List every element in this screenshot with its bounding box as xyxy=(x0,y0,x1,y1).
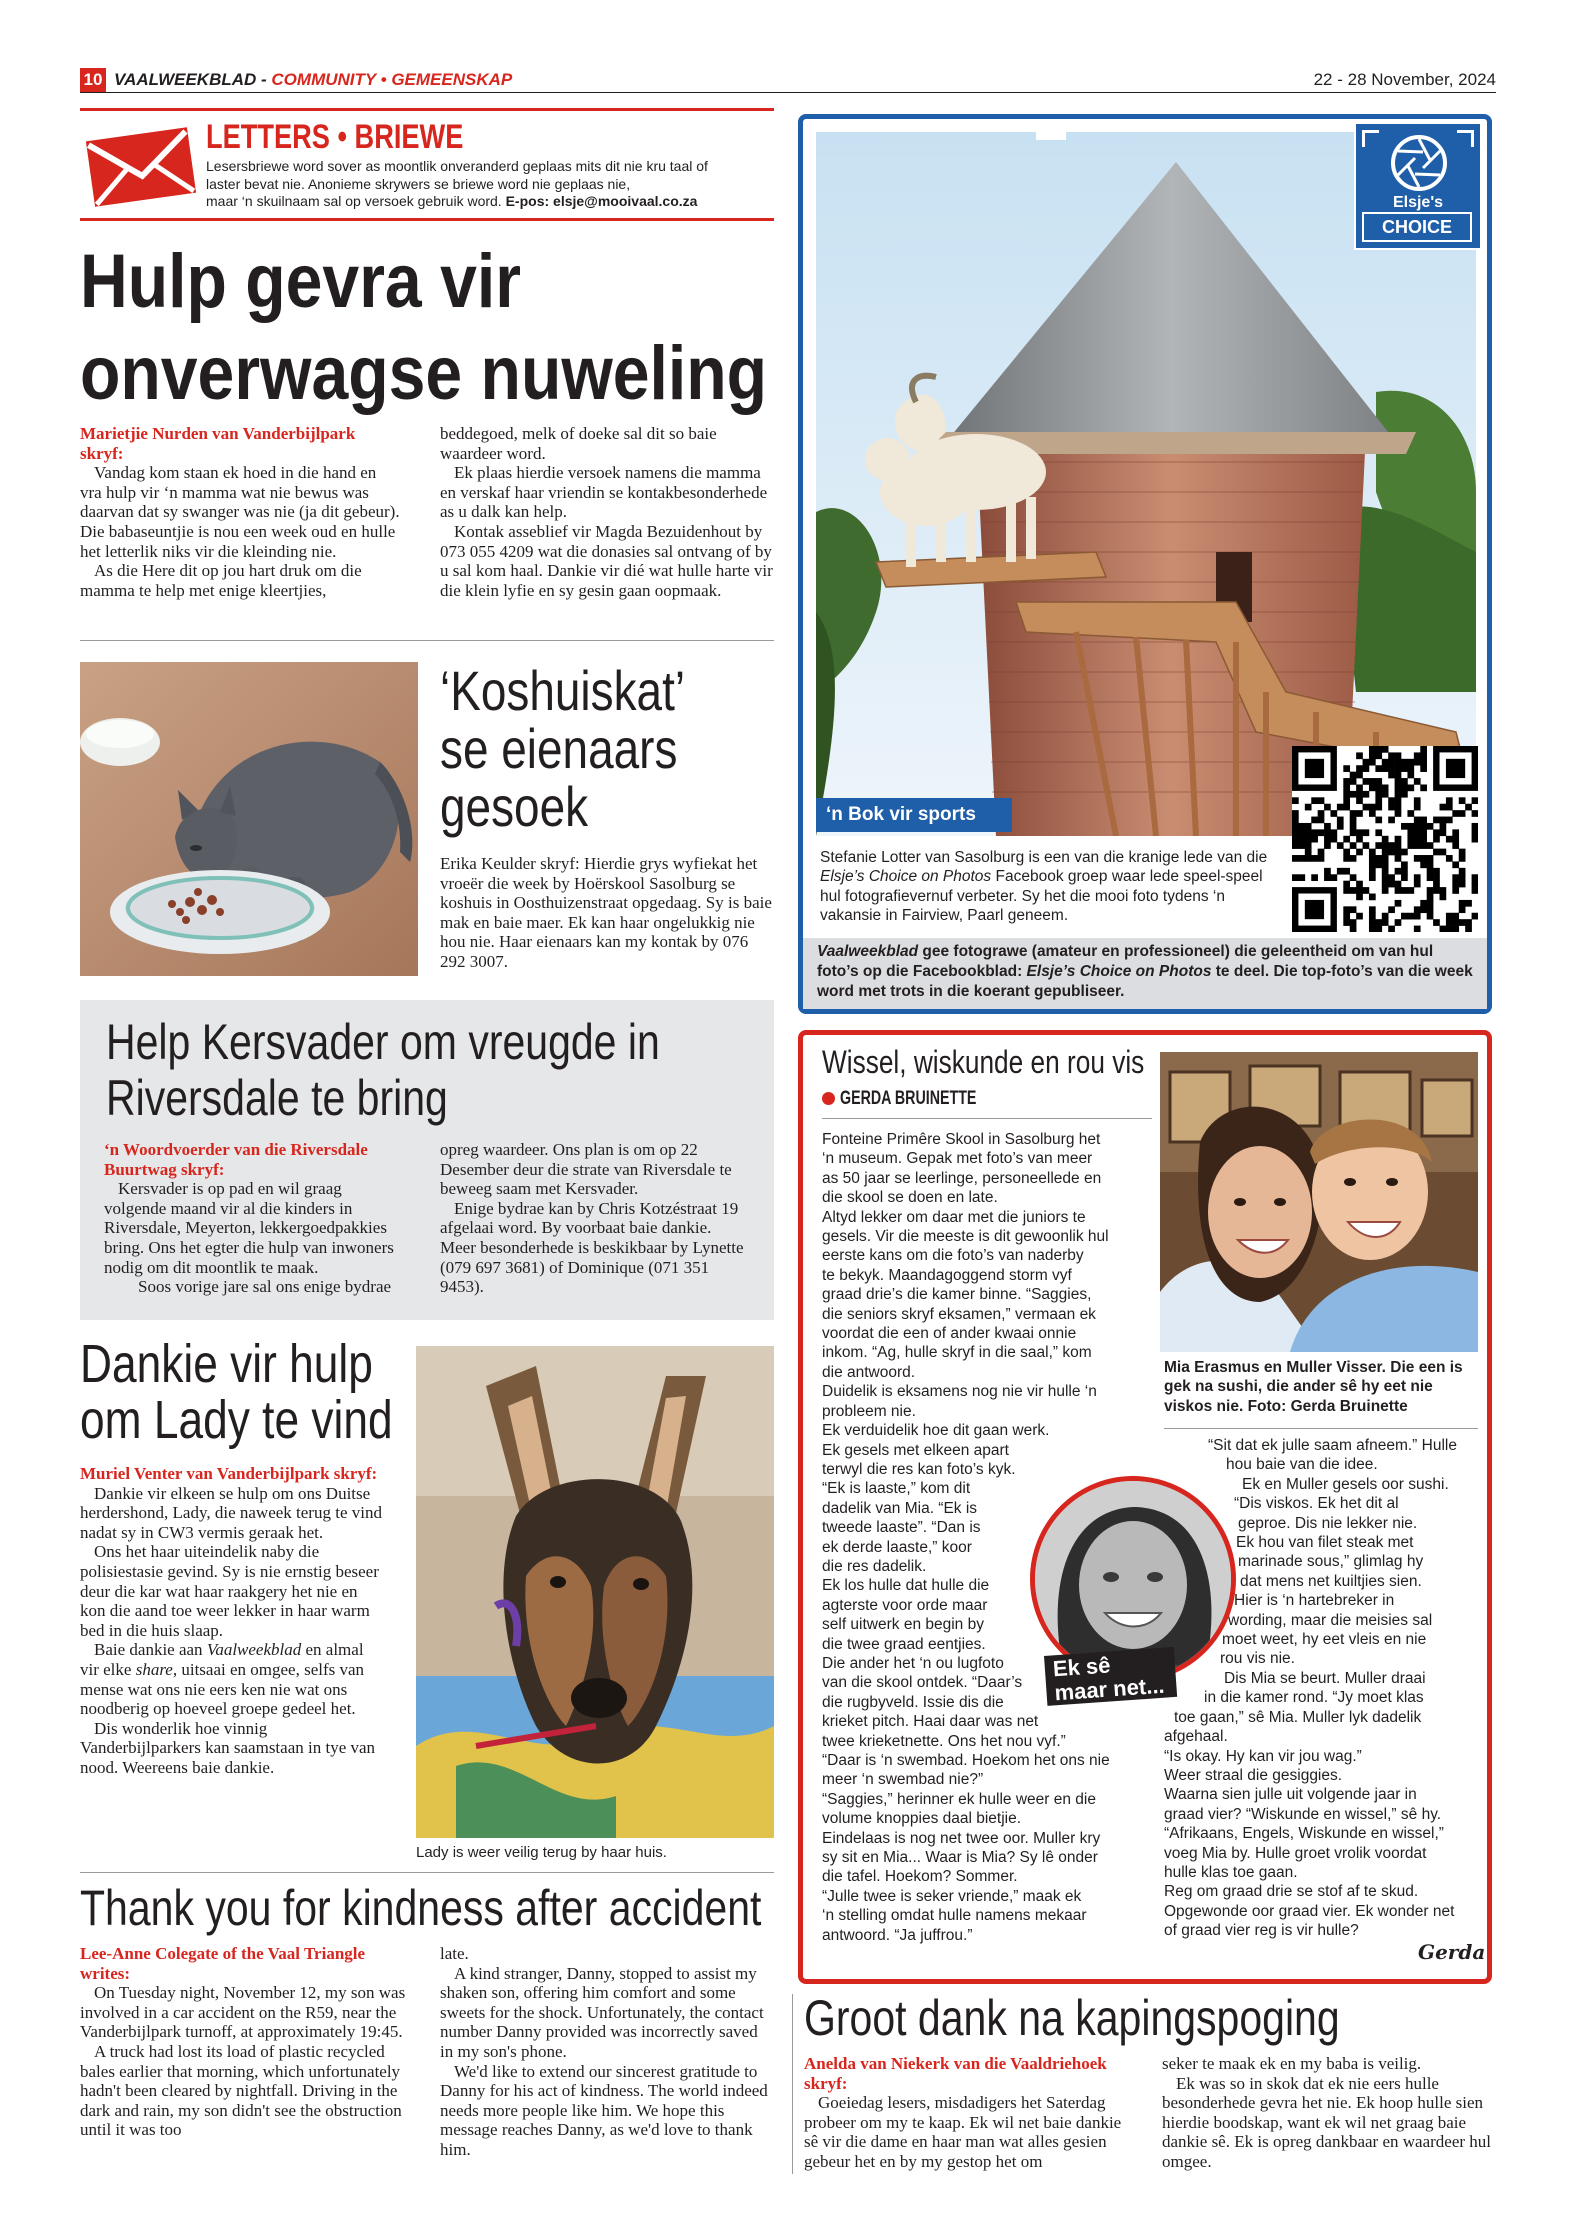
cat-photo xyxy=(80,662,418,976)
column-line: Ek gesels met elkeen apart xyxy=(822,1441,1009,1459)
column-line: die antwoord. xyxy=(822,1363,916,1381)
column-line: “Daar is ‘n swembad. Hoekom het ons nie xyxy=(822,1752,1110,1769)
qr-code[interactable] xyxy=(1292,746,1478,932)
column-author: GERDA BRUINETTE xyxy=(840,1088,977,1109)
column-line: Ek en Muller gesels oor sushi. xyxy=(1242,1475,1449,1493)
article3-col2: opreg waardeer. Ons plan is om op 22 Desember deur die strate van Riversdale te beweeg saam met Kersvader. Enige bydrae kan by Chris Kotzéstraat 19 afgelaai word. By voorbaat baie dankie. Meer besonderhede is beskikbaar by Lynette (079 697 3681) of Dominique (071 351 9453). xyxy=(440,1140,744,1297)
publication-name: VAALWEEKBLAD xyxy=(114,70,257,89)
column-line: volume knoppies daal bietjie. xyxy=(822,1810,1022,1828)
column-line: wording, maar die meisies sal xyxy=(1228,1611,1433,1629)
article6-col1: Anelda van Niekerk van die Vaaldriehoek skryf: Goeiedag lesers, misdadigers het Saterdag probeer om my te kaap. Ek wil net baie dankie sê vir die dame en haar man wat alles gesien gebeur het en by my gestop het om xyxy=(804,2054,1134,2172)
column-line: probleem nie. xyxy=(822,1402,916,1420)
letters-policy: Lesersbriewe word sover as moontlik onveranderd geplaas mits dit nie kru taal of laster bevat nie. Anonieme skrywers se briewe word nie geplaas nie, maar ‘n skuilnaam sal op versoek gebruik word. E-pos: elsje@mooivaal.co.za xyxy=(206,158,708,209)
column-line: Ek verduidelik hoe dit gaan werk. xyxy=(822,1422,1050,1440)
author-rule xyxy=(822,1118,1152,1119)
article3-headline: Help Kersvader om vreugde in Riversdale te bring xyxy=(106,1014,660,1126)
dog-caption: Lady is weer veilig terug by haar huis. xyxy=(416,1844,667,1861)
envelope-icon xyxy=(82,124,200,210)
article1-col1: Marietjie Nurden van Vanderbijlpark skryf: Vandag kom staan ek hoed in die hand en vra hulp vir ‘n mamma wat nie bewus was daarvan dat sy swanger was nie (ja dit gebeur). Die babaseuntjie is nou een week oud en hulle het letterlik niks vir die kleinding nie. As die Here dit op jou hart druk om die mamma te help met enige kleertjies, xyxy=(80,424,402,600)
column-line: die twee graad eentjies. xyxy=(822,1635,986,1653)
column-line: die tafel. Hoekom? Sommer. xyxy=(822,1868,1018,1886)
article4-body: Muriel Venter van Vanderbijlpark skryf: Dankie vir elkeen se hulp om ons Duitse herdershond, Lady, die naweek terug te vind nadat sy in CW3 vermis geraak het. Ons het haar uiteindelik naby die polisiestasie gevind. Sy is nie ernstig beseer deur die kar wat haar raakgery het nie en kon die aand toe weer lekker in haar warm bed in die huis slaap. Baie dankie aan Vaalweekblad en almal vir elke share, uitsaai en omgee, selfs van mense wat ons nie eers ken nie wat ons noodberig op hoeveel groepe gedeel het. Dis wonderlik hoe vinnig Vanderbijlparkers kan saamstaan in tye van nood. Weereens baie dankie. xyxy=(80,1464,386,1778)
photo-label: ‘n Bok vir sports xyxy=(816,798,1012,832)
column-headline: Wissel, wiskunde en rou vis xyxy=(822,1044,1145,1080)
article5-col2: late. A kind stranger, Danny, stopped to assist my shaken son, offering him comfort and some sweets for the shock. Unfortunately, the contact number Danny provided was incorrectly saved in my son's phone. We'd like to extend our sincerest gratitude to Danny for his act of kindness. The world indeed needs more people like him. We hope this message reaches Danny, as we'd love to thank him. xyxy=(440,1944,768,2159)
author-dot xyxy=(822,1092,835,1105)
article5-headline: Thank you for kindness after accident xyxy=(80,1880,762,1936)
elsje-choice-badge xyxy=(1354,122,1482,250)
article1-col2: beddegoed, melk of doeke sal dit so baie waardeer word. Ek plaas hierdie versoek namens die mamma en verskaf haar vriendin se kontakbesonderhede as u dalk kan help. Kontak asseblief vir Magda Bezuidenhout by 073 055 4209 wat die donasies sal ontvang of by u sal kom haal. Dankie vir dié wat hulle harte vir die klein lyfie en sy gesin gaan oopmaak. xyxy=(440,424,773,600)
column-line: inkom. “Ag, hulle skryf in die saal,” kom xyxy=(822,1344,1092,1362)
article6-col2: seker te maak ek en my baba is veilig. Ek was so in skok dat ek nie eers hulle besonderhede gevra het nie. Ek hoop hulle sien hierdie boodskap, want ek wil net graag baie dankie sê. Ek is opreg dankbaar en waardeer hul omgee. xyxy=(1162,2054,1492,2171)
column-line: marinade sous,” glimlag hy xyxy=(1238,1553,1424,1571)
column-line: of graad vier reg is vir hulle? xyxy=(1164,1922,1359,1940)
column-line: twee krieketnette. Ons het nou vyf.” xyxy=(822,1732,1066,1750)
column-line: die skool se doen en late. xyxy=(822,1189,998,1207)
article2-headline: ‘Koshuiskat’ se eienaars gesoek xyxy=(440,659,686,838)
column-line: self uitwerk en begin by xyxy=(822,1616,984,1634)
article1-headline: Hulp gevra vir onverwagse nuweling xyxy=(80,239,768,416)
elsje-caption: Stefanie Lotter van Sasolburg is een van die kranige lede van die Elsje’s Choice on Photos Facebook groep waar lede speel-speel hul fotografievernuf verbeter. Sy het die mooi foto tydens ‘n vakansie in Fairview, Paarl geneem. xyxy=(820,849,1268,925)
column-line: “Dis viskos. Ek het dit al xyxy=(1234,1495,1399,1513)
column-line: “Afrikaans, Engels, Wiskunde en wissel,” xyxy=(1164,1825,1444,1843)
column-line: moet weet, hy eet vleis en nie xyxy=(1222,1631,1427,1649)
column-line: tweede laaste”. “Dan is xyxy=(822,1519,981,1537)
column-line: “Sit dat ek julle saam afneem.” Hulle xyxy=(1208,1437,1457,1454)
column-line: agterste voor orde maar xyxy=(822,1596,988,1614)
column-line: van die skool ontdek. “Daar’s xyxy=(822,1674,1023,1692)
article2-body: Erika Keulder skryf: Hierdie grys wyfiekat het vroeër die week by Hoërskool Sasolburg se koshuis in Oosthuizenstraat opgedaag. Sy is baie mak en baie maer. Ek kan haar ongelukkig nie hou nie. Haar eienaars kan my kontak by 076 292 3007. xyxy=(440,854,772,971)
caption-rule xyxy=(1164,1428,1478,1429)
camera-aperture-icon xyxy=(1390,134,1448,192)
article4-headline: Dankie vir hulp om Lady te vind xyxy=(80,1334,393,1450)
column-line: “Is okay. Hy kan vir jou wag.” xyxy=(1164,1747,1362,1765)
column-signature: Gerda xyxy=(1418,1940,1486,1964)
article4-byline: Muriel Venter van Vanderbijlpark skryf: xyxy=(80,1464,378,1483)
column-line: Fonteine Primêre Skool in Sasolburg het xyxy=(822,1131,1101,1148)
badge-corner-tl xyxy=(1362,130,1379,147)
column-line: Opgewonde oor graad vier. Ek wonder net xyxy=(1164,1902,1455,1920)
column-line: as 50 jaar se leerlinge, personeellede en xyxy=(822,1169,1102,1187)
divider xyxy=(80,640,774,641)
header-title: VAALWEEKBLAD - COMMUNITY • GEMEENSKAP xyxy=(114,70,513,89)
column-line: ‘n museum. Gepak met foto’s van meer xyxy=(822,1150,1093,1168)
letters-top-rule xyxy=(80,108,774,111)
divider xyxy=(80,1872,774,1873)
article3-col1: ‘n Woordvoerder van die Riversdale Buurtwag skryf: Kersvader is op pad en wil graag volgende maand vir al die kinders in Riversdale, Meyerton, lekkergoedpakkies bring. Ons het egter die hulp van inwoners nodig om dit moontlik te maak. Soos vorige jare sal ons enige bydrae xyxy=(104,1140,404,1297)
column-line: “Saggies,” herinner ek hulle weer en die xyxy=(822,1790,1096,1808)
page-number: 10 xyxy=(80,68,106,92)
column-line: Weer straal die gesiggies. xyxy=(1164,1766,1343,1784)
column-line: rou vis nie. xyxy=(1220,1650,1295,1668)
column-line: terwyl die res kan foto’s kyk. xyxy=(822,1460,1016,1478)
column-line: eerste kans om die foto’s van naderby xyxy=(822,1247,1084,1265)
column-line: sy sit en Mia... Waar is Mia? Sy lê onder xyxy=(822,1849,1098,1867)
issue-date: 22 - 28 November, 2024 xyxy=(1313,70,1496,89)
column-line: ‘n stelling omdat hulle namens mekaar xyxy=(822,1907,1087,1925)
column-line: in die kamer rond. “Jy moet klas xyxy=(1204,1689,1424,1707)
page-header xyxy=(80,68,1496,92)
ek-se-badge: Ek sê maar net... xyxy=(1044,1647,1177,1706)
column-line: Ek hou van filet steak met xyxy=(1236,1534,1414,1552)
column-line: dadelik van Mia. “Ek is xyxy=(822,1499,978,1517)
column-line: die res dadelik. xyxy=(822,1557,927,1575)
column-line: Duidelik is eksamens nog nie vir hulle ‘n xyxy=(822,1383,1097,1401)
article6-side-rule xyxy=(792,1994,793,2174)
column-line: graad drie’s die kamer binne. “Saggies, xyxy=(822,1286,1092,1304)
column-line: voordat die een of ander kwaai onnie xyxy=(822,1325,1077,1343)
column-line: dat mens net kuiltjies sien. xyxy=(1240,1572,1422,1590)
column-line: voeg Mia by. Hulle groet vrolik voordat xyxy=(1164,1844,1427,1862)
column-line: Dis Mia se beurt. Muller draai xyxy=(1224,1669,1426,1687)
column-line: Reg om graad drie se stof af te skud. xyxy=(1164,1883,1419,1901)
article5-byline: Lee-Anne Colegate of the Vaal Triangle writes: xyxy=(80,1944,366,1983)
column-line: die seniors skryf eksamen,” vermaan ek xyxy=(822,1305,1096,1323)
dog-photo xyxy=(416,1346,774,1838)
section-name: COMMUNITY • GEMEENSKAP xyxy=(271,70,513,89)
column-line: Eindelaas is nog net twee oor. Muller kry xyxy=(822,1829,1101,1847)
article3-byline: ‘n Woordvoerder van die Riversdale Buurtwag skryf: xyxy=(104,1140,368,1179)
column-line: meer ‘n swembad nie?” xyxy=(822,1771,984,1789)
column-line: antwoord. “Ja juffrou.” xyxy=(822,1926,973,1944)
letters-bottom-rule xyxy=(80,218,774,221)
article1-byline: Marietjie Nurden van Vanderbijlpark skryf: xyxy=(80,424,356,463)
column-line: krieket pitch. Haai daar was net xyxy=(822,1713,1039,1731)
column-right-text xyxy=(1164,1436,1484,1941)
article6-headline: Groot dank na kapingspoging xyxy=(804,1990,1340,2046)
children-photo xyxy=(1160,1052,1478,1352)
column-line: hou baie van die idee. xyxy=(1226,1456,1378,1474)
elsje-promo: Vaalweekblad gee fotograwe (amateur en professioneel) die geleentheid om van hul foto’s op die Facebookblad: Elsje’s Choice on Photos te deel. Die top-foto’s van die week word met trots in die koerant gepubliseer. xyxy=(803,938,1487,1009)
article5-col1: Lee-Anne Colegate of the Vaal Triangle writes: On Tuesday night, November 12, my son was involved in a car accident on the R59, near the Vanderbijlpark turnoff, at approximately 19:45. A truck had lost its load of plastic recycled bales earlier that morning, which unfortunately hadn't been cleared by nightfall. Driving in the dark and rain, my son didn't see the obstruction until it was too xyxy=(80,1944,410,2140)
column-line: te bekyk. Maandagoggend storm vyf xyxy=(822,1266,1072,1284)
badge-corner-tr xyxy=(1457,130,1474,147)
header-rule xyxy=(80,92,1496,93)
column-line: ek derde laaste,” koor xyxy=(822,1538,972,1556)
column-line: die rugbyveld. Issie dis die xyxy=(822,1693,1004,1711)
badge-line1: Elsje's xyxy=(1392,194,1444,211)
column-line: Ek los hulle dat hulle die xyxy=(822,1577,990,1595)
article6-byline: Anelda van Niekerk van die Vaaldriehoek skryf: xyxy=(804,2054,1107,2093)
column-line: toe gaan,” sê Mia. Muller lyk dadelik xyxy=(1174,1708,1422,1726)
column-line: Altyd lekker om daar met die juniors te xyxy=(822,1208,1086,1226)
column-line: Waarna sien julle uit volgende jaar in xyxy=(1164,1786,1417,1804)
column-line: Hier is ‘n hartebreker in xyxy=(1234,1592,1395,1610)
column-line: “Julle twee is seker vriende,” maak ek xyxy=(822,1887,1082,1905)
column-line: afgehaal. xyxy=(1164,1728,1228,1746)
letters-email[interactable]: elsje@mooivaal.co.za xyxy=(553,193,698,209)
column-line: hulle klas toe gaan. xyxy=(1164,1863,1298,1881)
letters-title: LETTERS • BRIEWE xyxy=(206,118,464,156)
column-line: “Ek is laaste,” kom dit xyxy=(822,1480,971,1498)
column-line: geproe. Dis nie lekker nie. xyxy=(1238,1514,1418,1532)
children-caption: Mia Erasmus en Muller Visser. Die een is gek na sushi, die ander sê hy eet nie viskos nie. Foto: Gerda Bruinette xyxy=(1164,1359,1463,1415)
badge-line2: CHOICE xyxy=(1362,212,1472,242)
column-line: Die ander het ‘n ou lugfoto xyxy=(822,1654,1004,1672)
column-line: gesels. Vir die meeste is dit gewoonlik hul xyxy=(822,1228,1109,1246)
column-line: graad vier? “Wiskunde en wissel,” sê hy. xyxy=(1164,1805,1442,1823)
